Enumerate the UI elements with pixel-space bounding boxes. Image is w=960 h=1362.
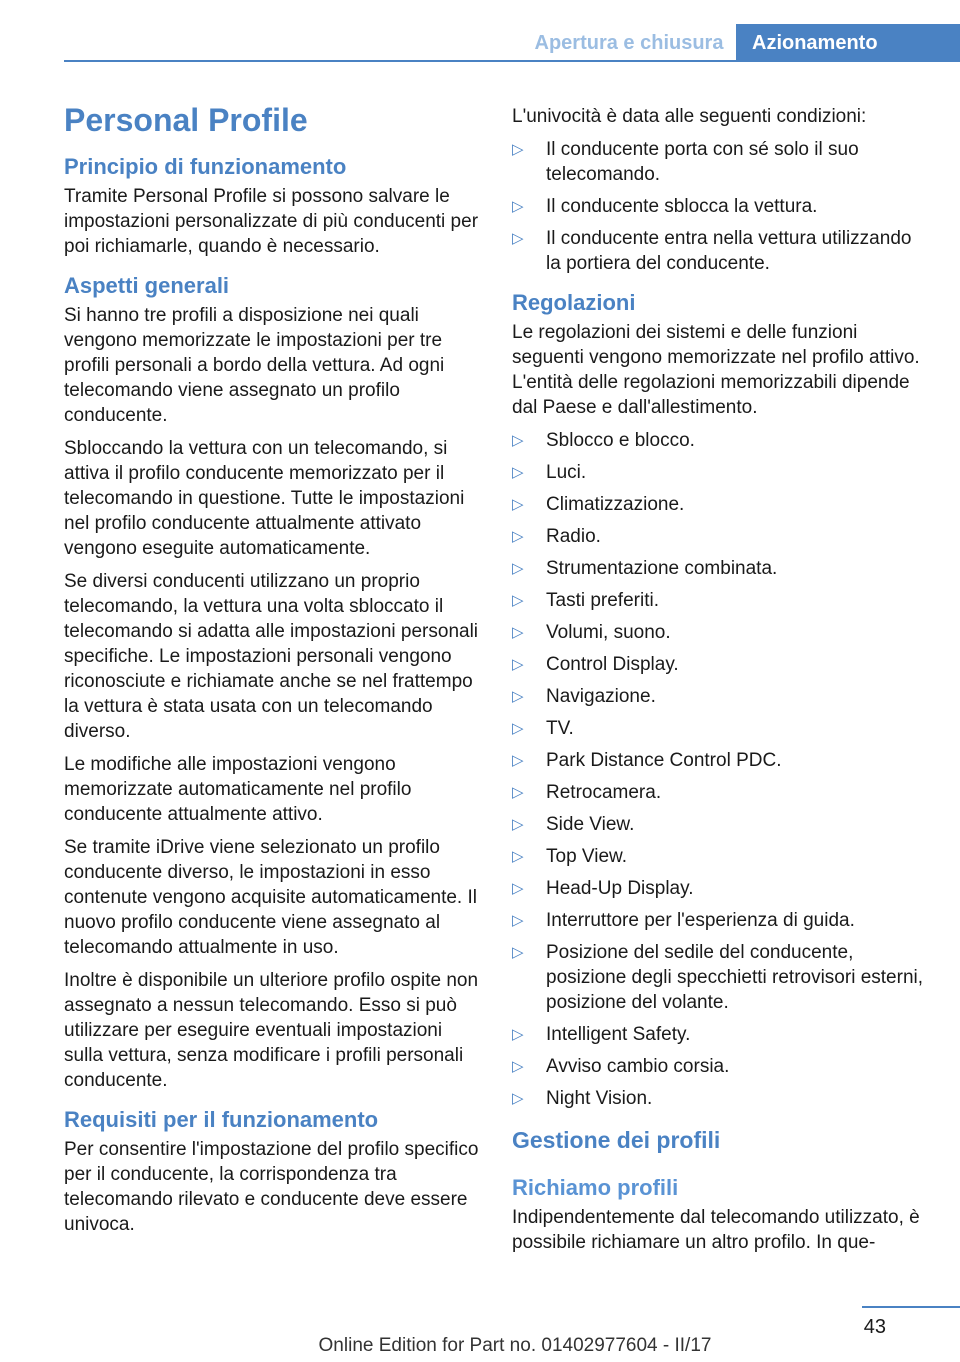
paragraph: Indipendentemente dal telecomando utilizzato, è possibile richiamare un altro profilo. In que- (512, 1207, 920, 1253)
triangle-right-icon: ▷ (512, 560, 524, 577)
list-item (512, 1022, 928, 1047)
list-item (512, 620, 928, 645)
page-number: 43 (863, 1316, 886, 1338)
list-item-text: Navigazione. (546, 686, 656, 707)
paragraph: Le regolazioni dei sistemi e delle funzioni seguenti vengono memorizzate nel profilo attivo. L'entità delle regolazioni memorizzabili dipende dal Paese e dall'allestimento. (512, 322, 920, 418)
list-item (512, 716, 928, 741)
list-item-text: Intelligent Safety. (546, 1024, 691, 1045)
triangle-right-icon: ▷ (512, 816, 524, 833)
triangle-right-icon: ▷ (512, 752, 524, 769)
list-item (512, 226, 928, 276)
list-item (512, 748, 928, 773)
list-item (512, 460, 928, 485)
triangle-right-icon: ▷ (512, 912, 524, 929)
list-item-text: Side View. (546, 814, 635, 835)
section-heading-regolazioni: Regolazioni (512, 290, 636, 315)
triangle-right-icon: ▷ (512, 848, 524, 865)
list-item-text: Tasti preferiti. (546, 590, 659, 611)
paragraph: Se diversi conducenti utilizzano un proprio telecomando, la vettura una volta sbloccato il telecomando si adatta alle impostazioni personali specifiche. Le impostazioni personali vengono riconosciute e richiamate anche se nel frattempo la vettura è stata usata con un telecomando diverso. (64, 571, 479, 742)
triangle-right-icon: ▷ (512, 496, 524, 513)
list-item-text: Top View. (546, 846, 627, 867)
list-item-text: Volumi, suono. (546, 622, 671, 643)
list-item (512, 844, 928, 869)
triangle-right-icon: ▷ (512, 656, 524, 673)
footer-rule (862, 1306, 960, 1308)
list-item (512, 876, 928, 901)
tab-azionamento[interactable]: Azionamento (736, 24, 960, 62)
list-item-text: Strumentazione combinata. (546, 558, 778, 579)
triangle-right-icon: ▷ (512, 944, 524, 961)
page-title: Personal Profile (64, 102, 308, 138)
list-item-text: Luci. (546, 462, 587, 483)
triangle-right-icon: ▷ (512, 198, 524, 215)
list-item-text: Park Distance Control PDC. (546, 750, 782, 771)
list-item (512, 137, 928, 187)
list-item (512, 652, 928, 677)
triangle-right-icon: ▷ (512, 688, 524, 705)
list-item-text: Head-Up Display. (546, 878, 694, 899)
list-item (512, 908, 928, 933)
conditions-list (512, 137, 928, 276)
triangle-right-icon: ▷ (512, 528, 524, 545)
section-heading-principio: Principio di funzionamento (64, 154, 347, 179)
list-item-text: Sblocco e blocco. (546, 430, 695, 451)
settings-list (512, 428, 928, 1111)
list-item-text: Il conducente sblocca la vettura. (546, 196, 818, 217)
list-item (512, 428, 928, 453)
list-item (512, 588, 928, 613)
paragraph: Se tramite iDrive viene selezionato un profilo conducente diverso, le impostazioni in esso contenute vengono acquisite automaticamente. Il nuovo profilo conducente viene assegnato al telecomando attualmente in uso. (64, 837, 477, 958)
list-item (512, 1086, 928, 1111)
list-item-text: Radio. (546, 526, 601, 547)
list-item-text: Il conducente porta con sé solo il suo telecomando. (546, 139, 859, 185)
triangle-right-icon: ▷ (512, 1090, 524, 1107)
left-column (64, 98, 480, 1245)
list-item-text: Night Vision. (546, 1088, 653, 1109)
triangle-right-icon: ▷ (512, 230, 524, 247)
paragraph-intro: L'univocità è data alle seguenti condizioni: (512, 106, 867, 127)
list-item (512, 1054, 928, 1079)
section-heading-gestione: Gestione dei profili (512, 1127, 721, 1153)
list-item (512, 684, 928, 709)
list-item (512, 780, 928, 805)
list-item (512, 812, 928, 837)
triangle-right-icon: ▷ (512, 1058, 524, 1075)
list-item-text: TV. (546, 718, 574, 739)
triangle-right-icon: ▷ (512, 141, 524, 158)
list-item (512, 556, 928, 581)
section-heading-aspetti: Aspetti generali (64, 273, 230, 298)
list-item-text: Climatizzazione. (546, 494, 685, 515)
paragraph: Per consentire l'impostazione del profilo specifico per il conducente, la corrispondenza tra telecomando rilevato e conducente deve essere univoca. (64, 1139, 479, 1235)
triangle-right-icon: ▷ (512, 1026, 524, 1043)
right-column (512, 104, 928, 1263)
paragraph: Le modifiche alle impostazioni vengono memorizzate automaticamente nel profilo conducente attualmente attivo. (64, 754, 412, 825)
triangle-right-icon: ▷ (512, 592, 524, 609)
list-item (512, 194, 928, 219)
paragraph: Tramite Personal Profile si possono salvare le impostazioni personalizzate di più conducenti per poi richiamarle, quando è necessario. (64, 186, 479, 257)
list-item (512, 492, 928, 517)
list-item-text: Il conducente entra nella vettura utilizzando la portiera del conducente. (546, 228, 912, 274)
triangle-right-icon: ▷ (512, 880, 524, 897)
list-item-text: Retrocamera. (546, 782, 662, 803)
triangle-right-icon: ▷ (512, 432, 524, 449)
list-item-text: Interruttore per l'esperienza di guida. (546, 910, 855, 931)
tab-apertura-e-chiusura[interactable]: Apertura e chiusura (534, 32, 724, 54)
triangle-right-icon: ▷ (512, 464, 524, 481)
list-item-text: Avviso cambio corsia. (546, 1056, 730, 1077)
section-heading-requisiti: Requisiti per il funzionamento (64, 1107, 379, 1132)
triangle-right-icon: ▷ (512, 784, 524, 801)
triangle-right-icon: ▷ (512, 720, 524, 737)
list-item-text: Control Display. (546, 654, 679, 675)
list-item-text: Posizione del sedile del conducente, posizione degli specchietti retrovisori esterni, posizione del volante. (546, 942, 924, 1013)
footer-edition-text: Online Edition for Part no. 01402977604 - II/17 (318, 1335, 712, 1356)
section-heading-richiamo: Richiamo profili (512, 1175, 679, 1200)
paragraph: Sbloccando la vettura con un telecomando, si attiva il profilo conducente memorizzato per il telecomando in questione. Tutte le impostazioni nel profilo conducente attualmente attivato vengono eseguite automaticamente. (64, 438, 465, 559)
list-item (512, 940, 928, 1015)
paragraph: Si hanno tre profili a disposizione nei quali vengono memorizzate le impostazioni per tre profili personali a bordo della vettura. Ad ogni telecomando viene assegnato un profilo conducente. (64, 305, 445, 426)
list-item (512, 524, 928, 549)
paragraph: Inoltre è disponibile un ulteriore profilo ospite non assegnato a nessun telecomando. Esso si può utilizzare per eseguire eventuali impostazioni sulla vettura, senza modificare i profili personali conducente. (64, 970, 479, 1091)
triangle-right-icon: ▷ (512, 624, 524, 641)
